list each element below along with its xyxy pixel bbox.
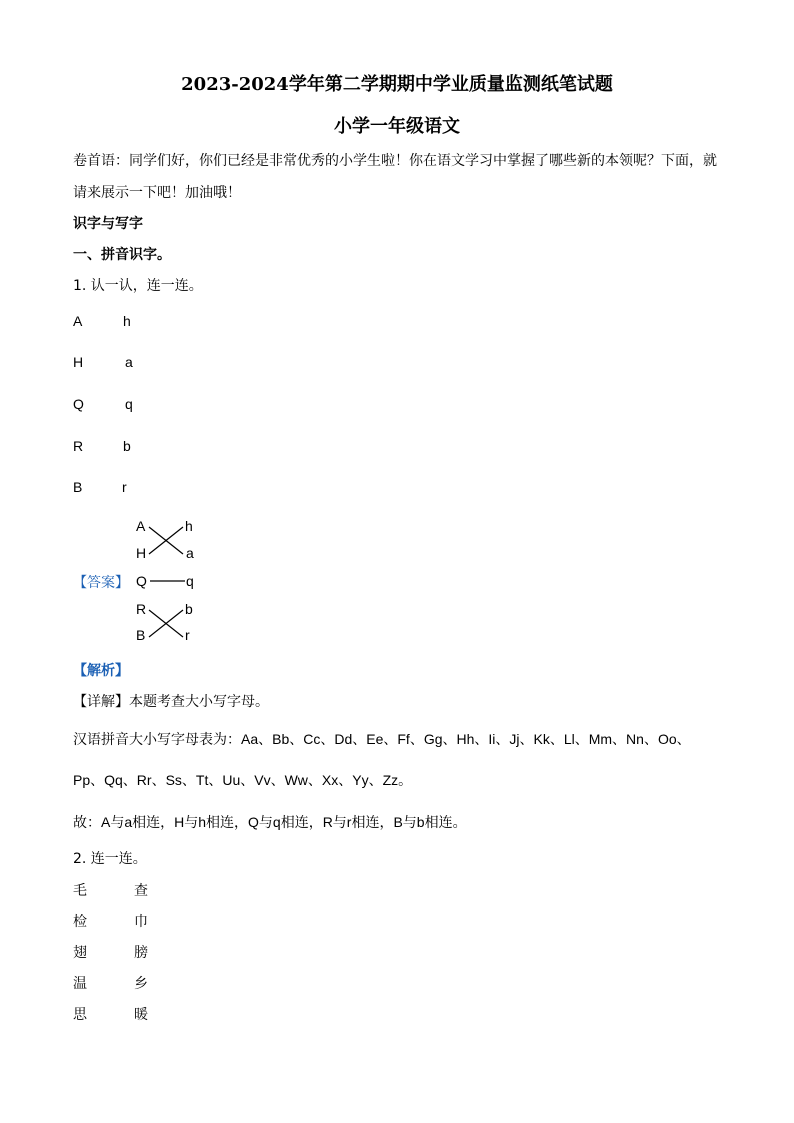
answer-left-item: B [136,627,146,643]
answer-right-item: b [185,601,193,617]
q2-left-item: 温 [73,976,87,992]
alphabet-rule-line-1: 汉语拼音大小写字母表为：Aa、Bb、Cc、Dd、Ee、Ff、Gg、Hh、Ii、Jj、Kk、Ll、Mm、Nn、Oo、 [73,731,691,747]
q1-right-item: b [123,438,131,454]
page-title: 2023-2024学年第二学期期中学业质量监测纸笔试题 [181,74,613,95]
q1-left-item: H [73,354,84,370]
intro-line-1: 卷首语：同学们好，你们已经是非常优秀的小学生啦！你在语文学习中掌握了哪些新的本领呢？下面，就 [73,153,717,169]
answer-left-item: A [136,518,146,534]
answer-right-item: h [185,518,193,534]
q1-left-item: Q [73,396,84,412]
q1-left-item: A [73,313,83,329]
section-heading: 识字与写字 [73,216,143,232]
conclusion-text: 故：A与a相连，H与h相连，Q与q相连，R与r相连，B与b相连。 [73,814,467,830]
detail-text: 【详解】本题考查大小写字母。 [73,694,269,710]
q2-right-item: 查 [134,883,148,899]
question-1-prompt: 1. 认一认，连一连。 [73,278,203,294]
q1-left-item: B [73,479,83,495]
q1-right-item: h [123,313,131,329]
answer-label: 【答案】 [73,575,129,591]
q2-right-item: 乡 [134,976,148,992]
question-2-prompt: 2. 连一连。 [73,851,147,867]
q1-left-item: R [73,438,84,454]
q1-right-item: q [125,396,133,412]
q2-right-item: 暖 [134,1007,148,1023]
q1-right-item: r [122,479,127,495]
q2-left-item: 思 [73,1007,87,1023]
answer-right-item: q [186,573,194,589]
q2-left-item: 检 [73,914,87,930]
answer-right-item: r [185,627,190,643]
answer-right-item: a [186,545,194,561]
q1-right-item: a [125,354,133,370]
q2-right-item: 巾 [134,914,148,930]
q2-left-item: 翅 [73,945,87,961]
q2-left-item: 毛 [73,883,87,899]
page-subtitle: 小学一年级语文 [334,116,460,137]
answer-left-item: Q [136,573,147,589]
intro-line-2: 请来展示一下吧！加油哦！ [73,185,241,201]
alphabet-rule-line-2: Pp、Qq、Rr、Ss、Tt、Uu、Vv、Ww、Xx、Yy、Zz。 [73,772,413,788]
answer-left-item: R [136,601,147,617]
analysis-label: 【解析】 [73,663,129,679]
part-title: 一、拼音识字。 [73,247,171,263]
q2-right-item: 膀 [134,945,148,961]
answer-left-item: H [136,545,147,561]
